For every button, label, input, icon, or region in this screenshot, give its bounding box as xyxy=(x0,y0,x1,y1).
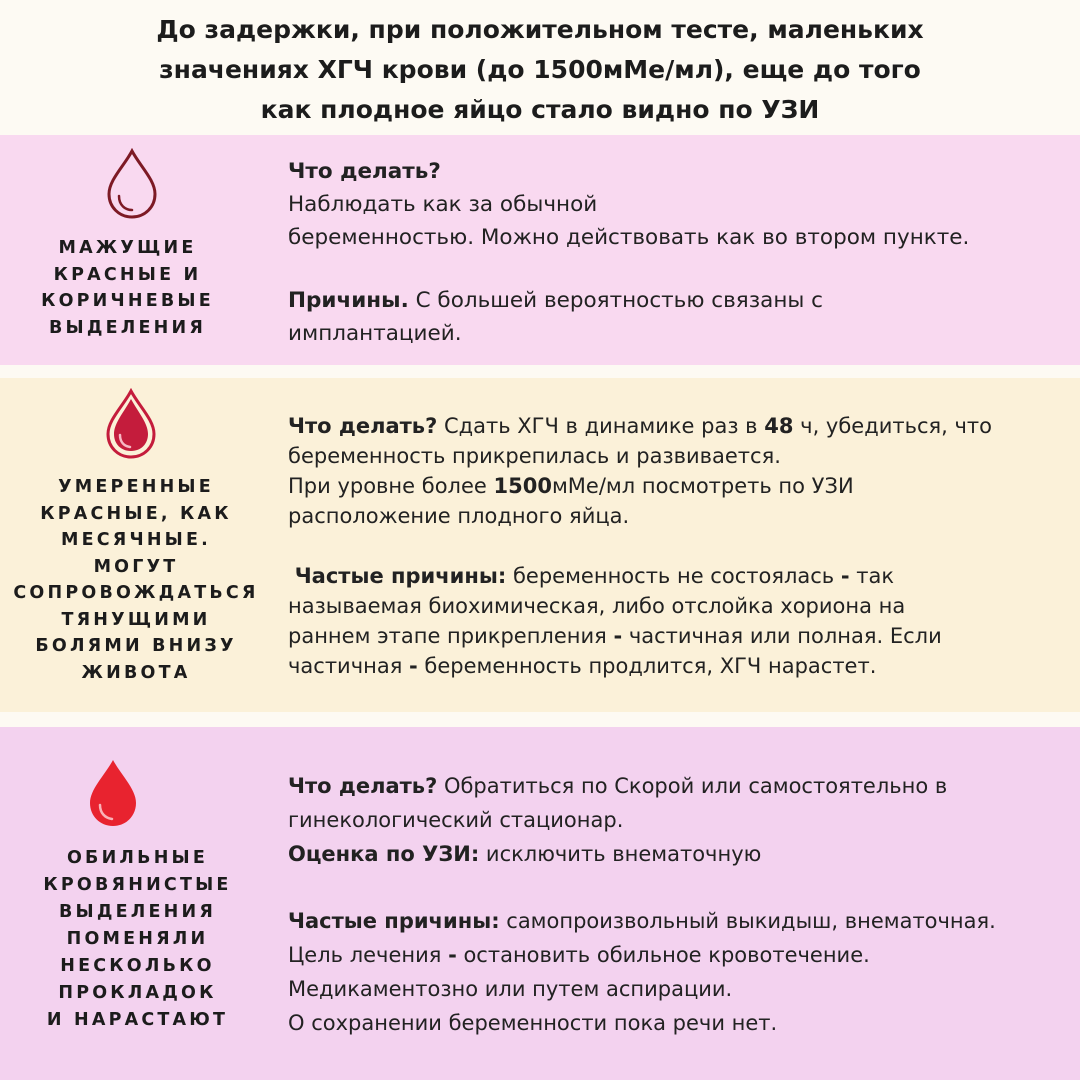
text-line: раннем этапе прикрепления - частичная или полная. Если xyxy=(288,624,942,648)
label-line: ПРОКЛАДОК xyxy=(58,983,217,1003)
blood-drop-half-icon xyxy=(103,388,159,460)
causes-line: Частые причины: самопроизвольный выкидыш, внематочная. xyxy=(288,909,996,933)
text-line: расположение плодного яйца. xyxy=(288,504,630,528)
text-line: называемая биохимическая, либо отслойка хориона на xyxy=(288,594,906,618)
label-line: НЕСКОЛЬКО xyxy=(60,956,215,976)
section-divider xyxy=(0,365,1080,378)
what-to-do-heading: Что делать? xyxy=(288,774,438,798)
section-content xyxy=(288,411,992,681)
blood-drop-filled-icon xyxy=(86,757,140,829)
section-label xyxy=(15,235,240,341)
text-line: гинекологический стационар. xyxy=(288,808,624,832)
label-line: ВЫДЕЛЕНИЯ xyxy=(48,317,207,338)
text-line: Оценка по УЗИ: исключить внематочную xyxy=(288,842,762,866)
label-line: ТЯНУЩИМИ xyxy=(61,609,211,630)
causes-heading: Частые причины: xyxy=(288,909,500,933)
section-content xyxy=(288,769,996,1040)
section-divider xyxy=(0,712,1080,727)
label-line: КРОВЯНИСТЫЕ xyxy=(43,875,232,895)
page-title xyxy=(60,10,1020,130)
label-line: МАЖУЩИЕ xyxy=(58,238,197,258)
causes-line: Частые причины: беременность не состоялась - так xyxy=(294,564,895,588)
header xyxy=(0,0,1080,135)
title-line: До задержки, при положительном тесте, маленьких xyxy=(156,15,924,44)
label-line: МЕСЯЧНЫЕ. xyxy=(60,530,211,550)
what-to-do-heading: Что делать? xyxy=(288,414,438,438)
text-line: беременность прикрепилась и развивается. xyxy=(288,444,781,468)
label-line: И НАРАСТАЮТ xyxy=(46,1010,229,1030)
label-line: УМЕРЕННЫЕ xyxy=(58,477,214,497)
text-line: Цель лечения - остановить обильное кровотечение. xyxy=(288,943,870,967)
level-value: 1500 xyxy=(493,474,552,498)
text-line: беременностью. Можно действовать как во втором пункте. xyxy=(288,225,970,250)
text-line: частичная - беременность продлится, ХГЧ нарастет. xyxy=(288,654,877,678)
text-line: При уровне более 1500мМе/мл посмотреть по УЗИ xyxy=(288,474,854,498)
title-line: значениях ХГЧ крови (до 1500мМе/мл), еще до того xyxy=(159,55,921,84)
title-line: как плодное яйцо стало видно по УЗИ xyxy=(260,95,820,124)
causes-text: С большей вероятностью связаны с xyxy=(408,288,824,313)
text-line: Наблюдать как за обычной xyxy=(288,192,598,217)
label-line: ПОМЕНЯЛИ xyxy=(66,929,209,949)
causes-line xyxy=(288,284,969,317)
text-line: О сохранении беременности пока речи нет. xyxy=(288,1011,778,1035)
text-line: имплантацией. xyxy=(288,321,462,346)
blood-drop-outline-icon xyxy=(104,148,160,220)
label-line: ОБИЛЬНЫЕ xyxy=(66,848,209,868)
label-line: ЖИВОТА xyxy=(81,662,191,683)
label-line: ВЫДЕЛЕНИЯ xyxy=(58,902,217,922)
label-line: МОГУТ xyxy=(93,556,179,577)
label-line: КОРИЧНЕВЫЕ xyxy=(41,291,214,311)
causes-heading: Частые причины: xyxy=(294,564,507,588)
text-line: Что делать? Обратиться по Скорой или самостоятельно в xyxy=(288,774,948,798)
text-line: Медикаментозно или путем аспирации. xyxy=(288,977,733,1001)
label-line: СОПРОВОЖДАТЬСЯ xyxy=(13,583,259,603)
text-line: Что делать? Сдать ХГЧ в динамике раз в 48 ч, убедиться, что xyxy=(288,414,993,438)
section-label xyxy=(5,474,267,686)
label-line: КРАСНЫЕ И xyxy=(53,264,202,285)
label-line: КРАСНЫЕ, КАК xyxy=(40,503,232,524)
what-to-do-heading: Что делать? xyxy=(288,159,441,184)
causes-heading: Причины. xyxy=(288,288,409,313)
uzi-heading: Оценка по УЗИ: xyxy=(288,842,480,866)
section-label xyxy=(10,845,265,1034)
section-content xyxy=(288,155,969,350)
hours-value: 48 xyxy=(764,414,794,438)
label-line: БОЛЯМИ ВНИЗУ xyxy=(35,636,237,656)
